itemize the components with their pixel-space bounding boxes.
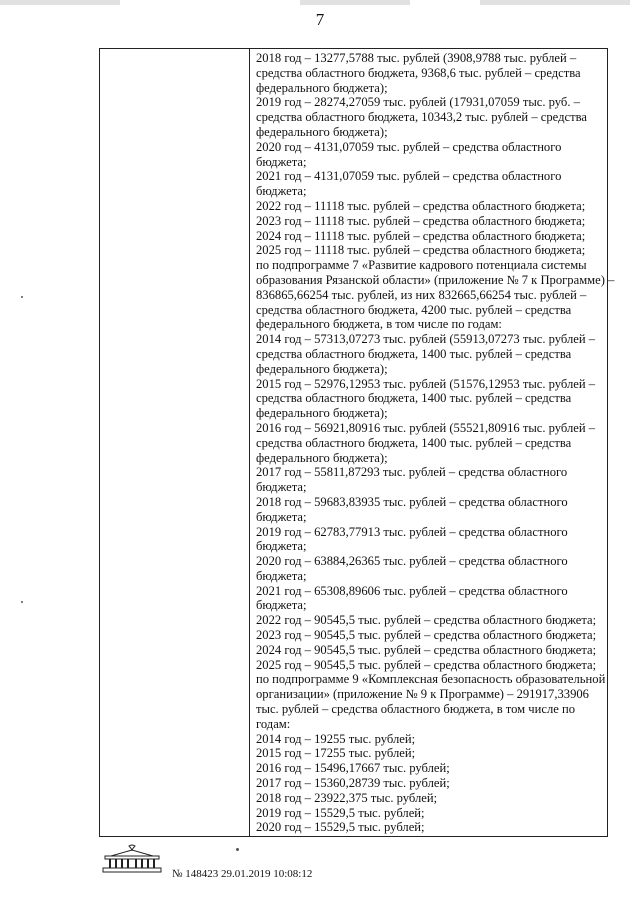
text-line: средства областного бюджета, 1400 тыс. рублей – средства	[256, 435, 572, 450]
text-line: 2018 год – 13277,5788 тыс. рублей (3908,9788 тыс. рублей –	[256, 51, 577, 65]
text-line: 2016 год – 56921,80916 тыс. рублей (55521,80916 тыс. рублей –	[256, 420, 596, 435]
text-line: федерального бюджета);	[256, 80, 388, 95]
text-line: 2015 год – 52976,12953 тыс. рублей (51576,12953 тыс. рублей –	[256, 376, 596, 391]
scan-dot	[236, 848, 239, 851]
text-line: организации» (приложение № 9 к Программе) – 291917,33906	[256, 687, 589, 702]
text-line: по подпрограмме 7 «Развитие кадрового потенциала системы	[256, 258, 587, 273]
text-line: бюджета;	[256, 154, 307, 169]
text-line: федерального бюджета);	[256, 450, 388, 465]
government-building-emblem-icon	[101, 844, 163, 874]
text-line: 2024 год – 90545,5 тыс. рублей – средства областного бюджета;	[256, 642, 597, 657]
text-line: 2019 год – 62783,77913 тыс. рублей – средства областного	[256, 524, 568, 539]
text-line: 2019 год – 28274,27059 тыс. рублей (17931,07059 тыс. руб. –	[256, 95, 580, 110]
scan-edge-mark	[0, 0, 120, 5]
text-line: бюджета;	[256, 598, 307, 613]
text-line: 836865,66254 тыс. рублей, из них 832665,66254 тыс. рублей –	[256, 287, 587, 302]
text-line: средства областного бюджета, 1400 тыс. рублей – средства	[256, 346, 572, 361]
text-line: по подпрограмме 9 «Комплексная безопасность образовательной	[256, 672, 606, 687]
text-line: 2020 год – 63884,26365 тыс. рублей – средства областного	[256, 554, 568, 569]
text-line: федерального бюджета, в том числе по годам:	[256, 317, 502, 332]
text-line: образования Рязанской области» (приложение № 7 к Программе) –	[256, 272, 615, 287]
text-line: федерального бюджета);	[256, 361, 388, 376]
text-line: средства областного бюджета, 4200 тыс. рублей – средства	[256, 302, 572, 317]
text-line: 2015 год – 17255 тыс. рублей;	[256, 746, 416, 761]
text-line: тыс. рублей – средства областного бюджета, в том числе по	[256, 702, 576, 717]
table-left-column	[100, 49, 250, 836]
page-number: 7	[315, 10, 325, 29]
text-line: 2021 год – 65308,89606 тыс. рублей – средства областного	[256, 583, 568, 598]
text-line: бюджета;	[256, 539, 307, 554]
text-line: 2017 год – 55811,87293 тыс. рублей – средства областного	[256, 465, 568, 480]
text-line: 2018 год – 59683,83935 тыс. рублей – средства областного	[256, 494, 568, 509]
text-line: 2023 год – 90545,5 тыс. рублей – средства областного бюджета;	[256, 628, 597, 643]
scan-edge-mark	[300, 0, 410, 5]
scan-edge-mark	[480, 0, 630, 5]
text-line: 2020 год – 15529,5 тыс. рублей;	[256, 820, 425, 835]
table-right-column	[256, 51, 615, 835]
scan-dot	[21, 296, 23, 298]
text-line: 2021 год – 4131,07059 тыс. рублей – средства областного	[256, 169, 562, 184]
text-line: 2019 год – 15529,5 тыс. рублей;	[256, 805, 425, 820]
scan-dot	[21, 601, 23, 603]
text-line: 2014 год – 19255 тыс. рублей;	[256, 731, 416, 746]
text-line: средства областного бюджета, 1400 тыс. рублей – средства	[256, 391, 572, 406]
text-line: бюджета;	[256, 480, 307, 495]
text-line: 2022 год – 90545,5 тыс. рублей – средства областного бюджета;	[256, 613, 597, 628]
text-line: 2020 год – 4131,07059 тыс. рублей – средства областного	[256, 139, 562, 154]
text-line: годам:	[256, 716, 291, 731]
text-line: 2023 год – 11118 тыс. рублей – средства областного бюджета;	[256, 213, 586, 228]
text-line: 2017 год – 15360,28739 тыс. рублей;	[256, 776, 450, 791]
text-line: 2014 год – 57313,07273 тыс. рублей (55913,07273 тыс. рублей –	[256, 332, 596, 347]
text-line: федерального бюджета);	[256, 406, 388, 421]
registration-stamp: № 148423 29.01.2019 10:08:12	[172, 868, 313, 880]
text-line: федерального бюджета);	[256, 124, 388, 139]
document-table	[99, 48, 615, 837]
text-line: бюджета;	[256, 184, 307, 199]
text-line: средства областного бюджета, 10343,2 тыс. рублей – средства	[256, 110, 587, 125]
text-line: 2018 год – 23922,375 тыс. рублей;	[256, 790, 438, 805]
text-line: 2025 год – 90545,5 тыс. рублей – средства областного бюджета;	[256, 657, 597, 672]
text-line: 2016 год – 15496,17667 тыс. рублей;	[256, 761, 450, 776]
text-line: 2022 год – 11118 тыс. рублей – средства областного бюджета;	[256, 198, 586, 213]
text-line: средства областного бюджета, 9368,6 тыс. рублей – средства	[256, 65, 581, 80]
text-line: бюджета;	[256, 568, 307, 583]
text-line: 2025 год – 11118 тыс. рублей – средства областного бюджета;	[256, 243, 586, 258]
text-line: бюджета;	[256, 509, 307, 524]
text-line: 2024 год – 11118 тыс. рублей – средства областного бюджета;	[256, 228, 586, 243]
